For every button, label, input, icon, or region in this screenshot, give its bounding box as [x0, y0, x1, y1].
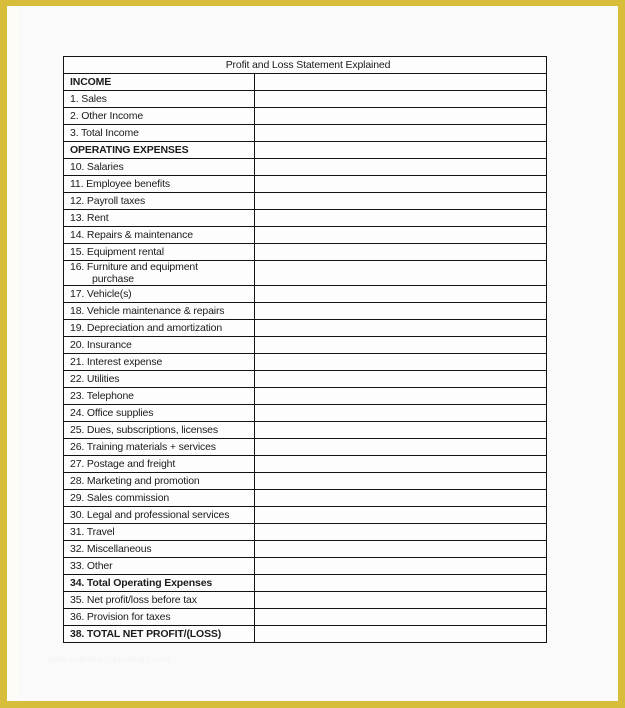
line-item-label-cell: 10. Salaries — [64, 159, 255, 176]
section-header-cell: INCOME — [64, 74, 255, 91]
table-row — [64, 303, 547, 320]
profit-and-loss-table — [63, 56, 547, 643]
line-item-value-cell[interactable] — [255, 422, 547, 439]
table-row — [64, 320, 547, 337]
line-item-value-cell[interactable] — [255, 320, 547, 337]
line-item-value-cell[interactable] — [255, 193, 547, 210]
line-item-value-cell[interactable] — [255, 575, 547, 592]
line-item-value-cell[interactable] — [255, 142, 547, 159]
line-item-label-line2: purchase — [92, 273, 134, 285]
line-item-label-cell: 13. Rent — [64, 210, 255, 227]
table-row — [64, 286, 547, 303]
line-item-label-cell: 19. Depreciation and amortization — [64, 320, 255, 337]
line-item-label-cell: 18. Vehicle maintenance & repairs — [64, 303, 255, 320]
line-item-value-cell[interactable] — [255, 210, 547, 227]
line-item-label-cell — [64, 261, 255, 286]
table-row — [64, 490, 547, 507]
line-item-label-cell: 25. Dues, subscriptions, licenses — [64, 422, 255, 439]
line-item-label-cell: 1. Sales — [64, 91, 255, 108]
line-item-label-cell: 15. Equipment rental — [64, 244, 255, 261]
table-row — [64, 439, 547, 456]
line-item-value-cell[interactable] — [255, 261, 547, 286]
line-item-label-cell: 31. Travel — [64, 524, 255, 541]
table-row — [64, 592, 547, 609]
table-row — [64, 193, 547, 210]
line-item-label-cell: 14. Repairs & maintenance — [64, 227, 255, 244]
line-item-value-cell[interactable] — [255, 592, 547, 609]
line-item-label-cell: 30. Legal and professional services — [64, 507, 255, 524]
table-row — [64, 74, 547, 91]
total-label-cell: 34. Total Operating Expenses — [64, 575, 255, 592]
line-item-label-cell: 24. Office supplies — [64, 405, 255, 422]
table-row — [64, 210, 547, 227]
line-item-label-cell: 22. Utilities — [64, 371, 255, 388]
line-item-value-cell[interactable] — [255, 473, 547, 490]
line-item-value-cell[interactable] — [255, 388, 547, 405]
line-item-value-cell[interactable] — [255, 490, 547, 507]
line-item-label-cell: 23. Telephone — [64, 388, 255, 405]
table-row — [64, 371, 547, 388]
table-row — [64, 507, 547, 524]
line-item-value-cell[interactable] — [255, 337, 547, 354]
table-row — [64, 142, 547, 159]
table-row — [64, 244, 547, 261]
profit-and-loss-table-body — [64, 57, 547, 643]
table-row — [64, 108, 547, 125]
table-row — [64, 125, 547, 142]
table-row — [64, 524, 547, 541]
line-item-value-cell[interactable] — [255, 303, 547, 320]
line-item-value-cell[interactable] — [255, 507, 547, 524]
line-item-label-cell: 26. Training materials + services — [64, 439, 255, 456]
line-item-label-cell: 27. Postage and freight — [64, 456, 255, 473]
line-item-label-cell: 3. Total Income — [64, 125, 255, 142]
table-row — [64, 159, 547, 176]
document-title-cell: Profit and Loss Statement Explained — [64, 57, 547, 74]
line-item-label-cell: 28. Marketing and promotion — [64, 473, 255, 490]
table-row — [64, 337, 547, 354]
line-item-value-cell[interactable] — [255, 125, 547, 142]
section-header-cell: OPERATING EXPENSES — [64, 142, 255, 159]
table-row — [64, 558, 547, 575]
line-item-label-cell: 20. Insurance — [64, 337, 255, 354]
table-row — [64, 405, 547, 422]
line-item-label-cell: 17. Vehicle(s) — [64, 286, 255, 303]
table-row — [64, 354, 547, 371]
line-item-value-cell[interactable] — [255, 74, 547, 91]
table-row — [64, 473, 547, 490]
line-item-value-cell[interactable] — [255, 159, 547, 176]
table-row — [64, 626, 547, 643]
watermark-text: www.hotelsrem.prodiags.com — [47, 654, 170, 664]
line-item-value-cell[interactable] — [255, 626, 547, 643]
table-row — [64, 91, 547, 108]
line-item-value-cell[interactable] — [255, 354, 547, 371]
line-item-value-cell[interactable] — [255, 405, 547, 422]
line-item-label-cell: 21. Interest expense — [64, 354, 255, 371]
line-item-value-cell[interactable] — [255, 227, 547, 244]
table-row — [64, 609, 547, 626]
line-item-label-cell: 12. Payroll taxes — [64, 193, 255, 210]
table-row — [64, 57, 547, 74]
line-item-value-cell[interactable] — [255, 244, 547, 261]
line-item-label-cell: 33. Other — [64, 558, 255, 575]
line-item-label-cell: 32. Miscellaneous — [64, 541, 255, 558]
table-row — [64, 176, 547, 193]
line-item-label-cell: 36. Provision for taxes — [64, 609, 255, 626]
total-label-cell: 38. TOTAL NET PROFIT/(LOSS) — [64, 626, 255, 643]
line-item-value-cell[interactable] — [255, 371, 547, 388]
line-item-label-line1: 16. Furniture and equipment — [70, 261, 198, 273]
line-item-label-cell: 11. Employee benefits — [64, 176, 255, 193]
line-item-label-cell: 29. Sales commission — [64, 490, 255, 507]
line-item-value-cell[interactable] — [255, 609, 547, 626]
line-item-label-cell: 35. Net profit/loss before tax — [64, 592, 255, 609]
table-row — [64, 422, 547, 439]
line-item-value-cell[interactable] — [255, 524, 547, 541]
table-row — [64, 261, 547, 286]
table-row — [64, 541, 547, 558]
line-item-value-cell[interactable] — [255, 108, 547, 125]
line-item-value-cell[interactable] — [255, 176, 547, 193]
line-item-value-cell[interactable] — [255, 439, 547, 456]
line-item-label-cell: 2. Other Income — [64, 108, 255, 125]
line-item-value-cell[interactable] — [255, 558, 547, 575]
table-row — [64, 456, 547, 473]
table-row — [64, 575, 547, 592]
line-item-value-cell[interactable] — [255, 286, 547, 303]
table-row — [64, 388, 547, 405]
line-item-value-cell[interactable] — [255, 91, 547, 108]
line-item-value-cell[interactable] — [255, 456, 547, 473]
table-row — [64, 227, 547, 244]
line-item-value-cell[interactable] — [255, 541, 547, 558]
